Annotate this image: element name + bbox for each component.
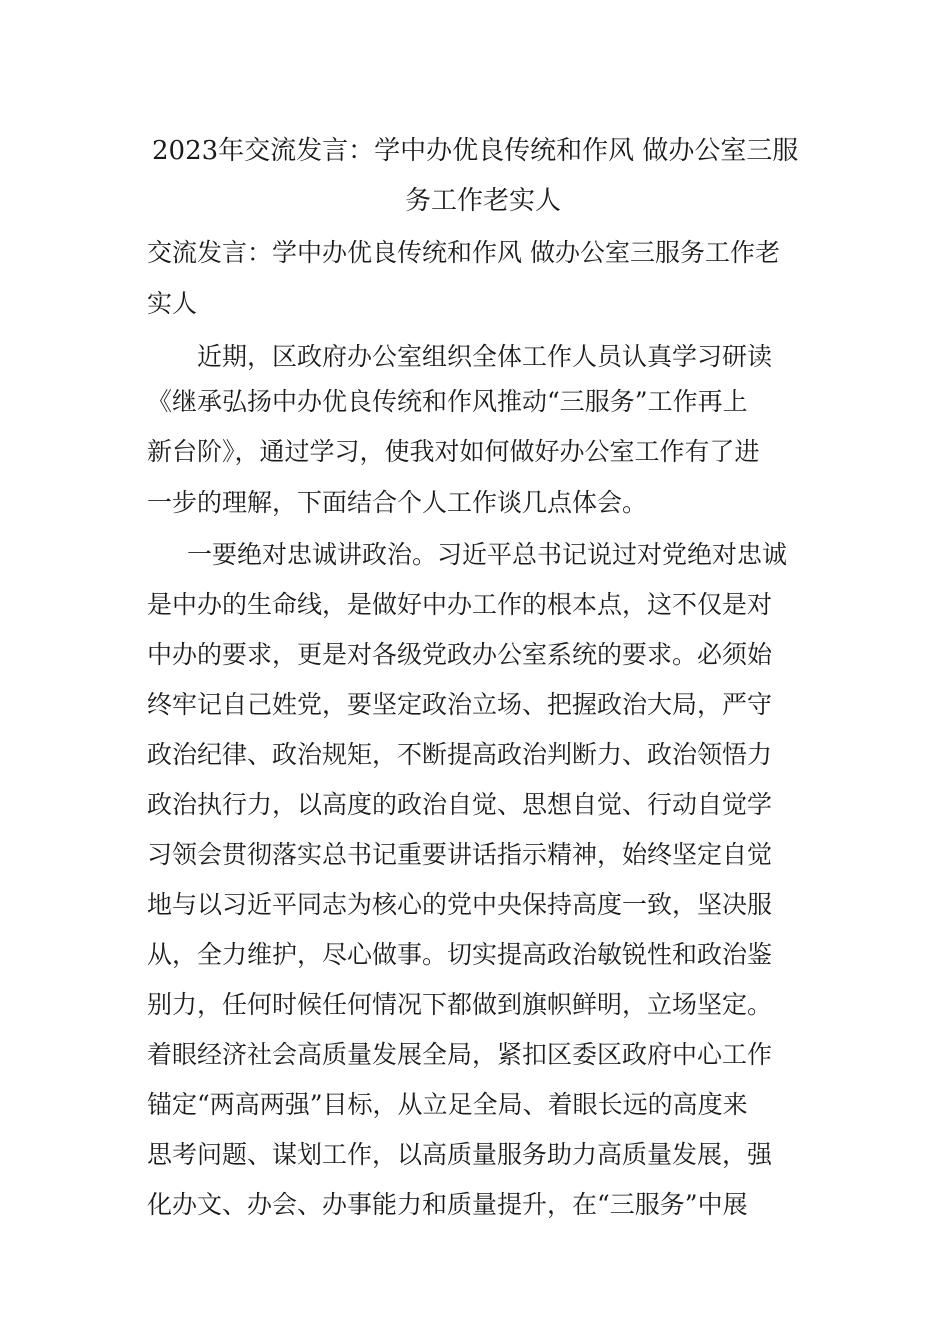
paragraph-2-line-6: 政治执行力，以高度的政治自觉、思想自觉、行动自觉学 bbox=[147, 790, 773, 819]
paragraph-2-line-7: 习领会贯彻落实总书记重要讲话指示精神，始终坚定自觉 bbox=[147, 840, 773, 869]
paragraph-2-line-14: 化办文、办会、办事能力和质量提升，在“三服务”中展 bbox=[147, 1190, 748, 1219]
document-title-line-1: 2023年交流发言：学中办优良传统和作风 做办公室三服 bbox=[152, 136, 799, 166]
paragraph-2-line-12: 锚定“两高两强”目标，从立足全局、着眼长远的高度来 bbox=[147, 1090, 748, 1119]
paragraph-1-line-2: 《继承弘扬中办优良传统和作风推动“三服务”工作再上 bbox=[147, 387, 748, 416]
paragraph-2-line-13: 思考问题、谋划工作，以高质量服务助力高质量发展，强 bbox=[147, 1140, 773, 1169]
paragraph-2-line-8: 地与以习近平同志为核心的党中央保持高度一致，坚决服 bbox=[147, 890, 773, 919]
paragraph-2-line-4: 终牢记自己姓党，要坚定政治立场、把握政治大局，严守 bbox=[147, 690, 773, 719]
document-title-line-2: 务工作老实人 bbox=[405, 186, 562, 216]
subtitle-line-1: 交流发言：学中办优良传统和作风 做办公室三服务工作老 bbox=[147, 238, 780, 267]
paragraph-2-line-5: 政治纪律、政治规矩，不断提高政治判断力、政治领悟力 bbox=[147, 740, 773, 769]
paragraph-2-line-11: 着眼经济社会高质量发展全局，紧扣区委区政府中心工作 bbox=[147, 1040, 773, 1069]
paragraph-1-line-3: 新台阶》，通过学习，使我对如何做好办公室工作有了进 bbox=[147, 437, 760, 466]
paragraph-2-line-10: 别力，任何时候任何情况下都做到旗帜鲜明，立场坚定。 bbox=[147, 990, 773, 1019]
paragraph-1-line-4: 一步的理解，下面结合个人工作谈几点体会。 bbox=[147, 488, 648, 517]
paragraph-1-line-1: 近期，区政府办公室组织全体工作人员认真学习研读 bbox=[197, 342, 773, 371]
paragraph-2-line-9: 从，全力维护，尽心做事。切实提高政治敏锐性和政治鉴 bbox=[147, 940, 773, 969]
paragraph-2-line-3: 中办的要求，更是对各级党政办公室系统的要求。必须始 bbox=[147, 640, 773, 669]
subtitle-line-2: 实人 bbox=[147, 289, 198, 318]
paragraph-2-line-1: 一要绝对忠诚讲政治。习近平总书记说过对党绝对忠诚 bbox=[187, 540, 788, 569]
paragraph-2-line-2: 是中办的生命线，是做好中办工作的根本点，这不仅是对 bbox=[147, 590, 773, 619]
